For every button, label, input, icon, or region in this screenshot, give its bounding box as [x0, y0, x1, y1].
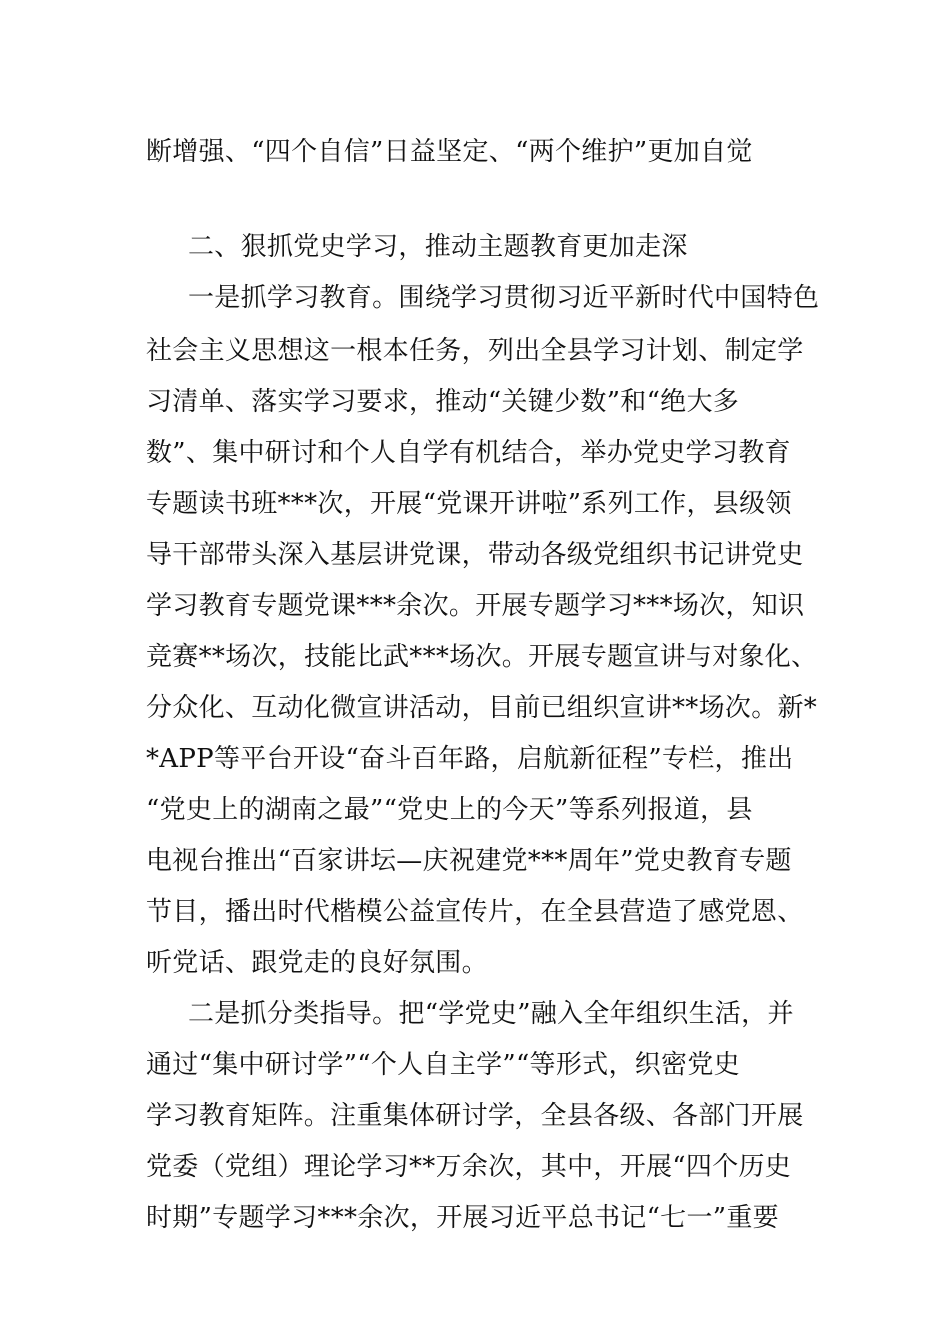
- text-line: 学习教育专题党课***余次。开展专题学习***场次，知识: [146, 591, 805, 621]
- text-line: 党委（党组）理论学习**万余次，其中，开展“四个历史: [146, 1152, 792, 1182]
- text-line: 节目，播出时代楷模公益宣传片，在全县营造了感党恩、: [146, 897, 804, 927]
- text-line: 专题读书班***次，开展“党课开讲啦”系列工作，县级领: [146, 489, 792, 519]
- text-line: 数”、集中研讨和个人自学有机结合，举办党史学习教育: [146, 438, 791, 468]
- paragraph-first-line: 一是抓学习教育。围绕学习贯彻习近平新时代中国特色: [188, 283, 820, 313]
- text-line: 通过“集中研讨学”“个人自主学”“等形式，织密党史: [146, 1050, 740, 1080]
- text-line: 分众化、互动化微宣讲活动，目前已组织宣讲**场次。新*: [146, 693, 818, 723]
- text-line: 学习教育矩阵。注重集体研讨学，全县各级、各部门开展: [146, 1101, 804, 1131]
- paragraph-first-line: 二是抓分类指导。把“学党史”融入全年组织生活，并: [188, 999, 794, 1029]
- text-line: 习清单、落实学习要求，推动“关键少数”和“绝大多: [146, 387, 740, 417]
- text-line: 导干部带头深入基层讲党课，带动各级党组织书记讲党史: [146, 540, 804, 570]
- text-line: 电视台推出“百家讲坛—庆祝建党***周年”党史教育专题: [146, 846, 792, 876]
- text-line: “党史上的湖南之最”“党史上的今天”等系列报道，县: [146, 795, 753, 825]
- text-line: 社会主义思想这一根本任务，列出全县学习计划、制定学: [146, 336, 804, 366]
- section-heading: 二、狠抓党史学习，推动主题教育更加走深: [188, 232, 688, 262]
- text-line: 断增强、“四个自信”日益坚定、“两个维护”更加自觉: [146, 137, 753, 167]
- text-line: 竞赛**场次，技能比武***场次。开展专题宣讲与对象化、: [146, 642, 818, 672]
- text-line: 时期”专题学习***余次，开展习近平总书记“七一”重要: [146, 1203, 779, 1233]
- text-line: *APP等平台开设“奋斗百年路，启航新征程”专栏，推出: [146, 744, 794, 774]
- text-line: 听党话、跟党走的良好氛围。: [146, 948, 488, 978]
